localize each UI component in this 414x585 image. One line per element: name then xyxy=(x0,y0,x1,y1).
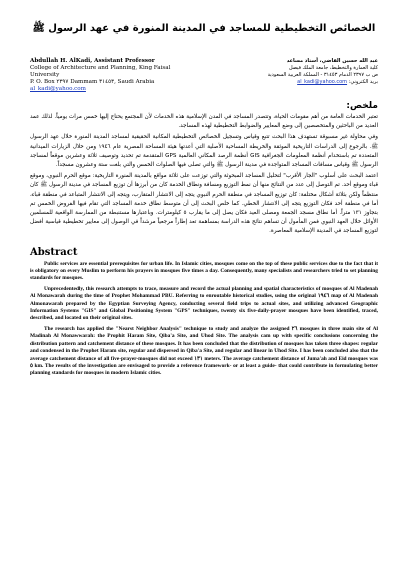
abstract-english-paragraph: Public services are essential prerequisites for urban life. In Islamic cities, mosques come on the top of these public services due to the fact that it is obligatory on every Muslim to perform his prayers in mosques five times a day. Consequently, many specialists and researchers tried to set planning standards for mosques. xyxy=(30,260,378,282)
author-affiliation-english: College of Architecture and Planning, King Faisal University xyxy=(30,65,171,78)
author-name-english: Abdullah H. AlKadi, Assistant Professor xyxy=(30,58,155,64)
author-address-english: P. O. Box ٢٣٩٧ Dammam ٣١٤٥٣, Saudi Arabia xyxy=(30,79,155,85)
author-name-arabic: عبد الله حسين القاضي، أستاذ مساعد xyxy=(286,58,378,64)
author-affiliation-arabic: كلية العمارة والتخطيط، جامعة الملك فيصل xyxy=(288,65,378,71)
author-email-link-arabic[interactable]: al_kadi@yahoo.com xyxy=(297,79,348,85)
author-email-row-arabic xyxy=(218,79,378,86)
abstract-english-paragraph: Unprecedentedly, this research attempts to trace, measure and record the actual planning and spatial characteristics of mosques of Al Madenah Al Monawarah during the time of Prophet Mohammad PBU. Referring to enroutable historical studies, using the original ١٩٤٦ map of Al Madenah Almonawarah prepared by the Egyptian Surveying Agency, conducting several field trips to actual sites, and utilizing advanced Geographic Information Systems "GIS" and Global Positioning System "GPS" techniques, twenty six five-daily-prayer mosques have been identified, traced, described, and located on their original sites. xyxy=(30,285,378,322)
abstract-english-paragraph: The research has applied the "Nearst Neighbor Analysis" technique to study and analyze the assigned ٢٦ mosques in three main site of Al Madinah Al Monawwarah: the Prophit Haram Site, Qiba'a Site, and Uhod Site. The analysis cam up with specific conclusions concerning the distribution pattern and catchement distance of these mosques. It has been concluded that the distribution of mosques has taken three shapes: regular and condensed in the Prophet Haram site, regular and dispersed in Qiba'a Site, and regular and linear in Uhod Site. I has been concluded also that the average catchement distance of all five-prayer-mosques did not exceed ١٣١ meters. The average catchement distance of Juma'ah and Eid mosques was ٥ km. The results of the investigation are envisaged to provide a reference framework- or at least a guide- that could contribute in formulating better planning standards for mosques in modern Islamic cities. xyxy=(30,325,378,377)
abstract-arabic-paragraph: اعتمد البحث على أسلوب "الجار الأقرب" لتحليل المساجد المبحوثة والتي توزعت على ثلاثة مواقع بالمدينة المنورة التاريخية: موقع الحرم النبوي، وموقع قباء وموقع أحد. تم التوصل إلى عدد من النتائج منها أن نمط التوزيع ومسافة ونطاق الخدمة كان من أبرزها أن توزيع المساجد في مدينة الرسول ﷺ كان منتظماً ولكن بثلاثة أشكال مختلفة: كان توزيع المساجد في منطقة الحرم النبوي يتجه إلى الانتشار المتقارب، ويتجه إلى الانتشار المتباعد في منطقة قباء، أما في منطقة أحد فكان التوزيع يتجه إلى الانتشار الخطي. كما خلص البحث إلى أن متوسط نطاق خدمة المساجد التي تقام فيها الفروض الخمس تم بتجاوز ١٣١ متراً. أما نطاق مسجد الجمعة ومصلى العيد فكان يصل إلى ما يقارب ٥ كيلومترات. وباعتبارها مستنبطة من الممارسة الواقعية للمسلمين الأوائل خلال العهد النبوي فمن المأمول أن تساهم نتائج هذه الدراسة بمساهمة تعد إطاراً مرجعياً مرشداً في الوصول إلى معايير تخطيطية قياسية أفضل لتوزيع المساجد في المدينة الإسلامية المعاصرة. xyxy=(30,173,378,235)
author-address-arabic: ص ب ٢٣٩٧ الدمام ٣١٤٥٣ - المملكة العربية السعودية xyxy=(267,72,378,78)
author-email-label-arabic: بريد الكتروني: xyxy=(348,79,378,85)
author-info-arabic xyxy=(218,58,378,86)
abstract-english-heading: Abstract xyxy=(30,246,78,258)
author-info-english xyxy=(30,58,190,93)
paper-title: الخصائص التخطيطية للمساجد في المدينة المنورة في عهد الرسول ﷺ xyxy=(32,23,376,34)
abstract-arabic-heading: ملخص: xyxy=(346,101,378,111)
author-block xyxy=(30,58,378,92)
author-email-link-english[interactable]: al_kadi@yahoo.com xyxy=(30,86,86,92)
abstract-arabic-paragraph: تعتبر الخدمات العامة من أهم مقومات الحياة، وتتصدر المساجد في المدن الإسلامية هذه الخدمات لأن المجتمع يحتاج إليها خمس مرات يومياً. لذلك عمد العديد من الباحثين والمتخصصين إلى وضع المعايير والضوابط التخطيطية لهذه المساجد. xyxy=(30,114,378,130)
abstract-arabic-paragraph: وفي محاولة غير مسبوقة تستهدف هذا البحث تتبع وقياس وتسجيل الخصائص التخطيطية المكانية الحقيقية لمساجد المدينة المنورة خلال عهد الرسول ﷺ. بالرجوع إلى الدراسات التاريخية الموثقة والخريطة المساحية الأصلية التي أعدتها هيئة المساحة المصرية عام ١٩٤٦ ومن خلال الزيارات الميدانية المتعددة تم باستخدام أنظمة المعلومات الجغرافية GIS أنظمة الرصد المكاني العالمية GPS المتقدمة تم تحديد وتوصيف ثلاثة وعشرين موقعاً لمساجد الرسول ﷺ وقياس مسافات المساجد المتواجدة في مدينة الرسول ﷺ والتي تصلى فيها الصلوات الخمس والتي بلغت ستة وعشرون مسجداً. xyxy=(30,134,378,169)
